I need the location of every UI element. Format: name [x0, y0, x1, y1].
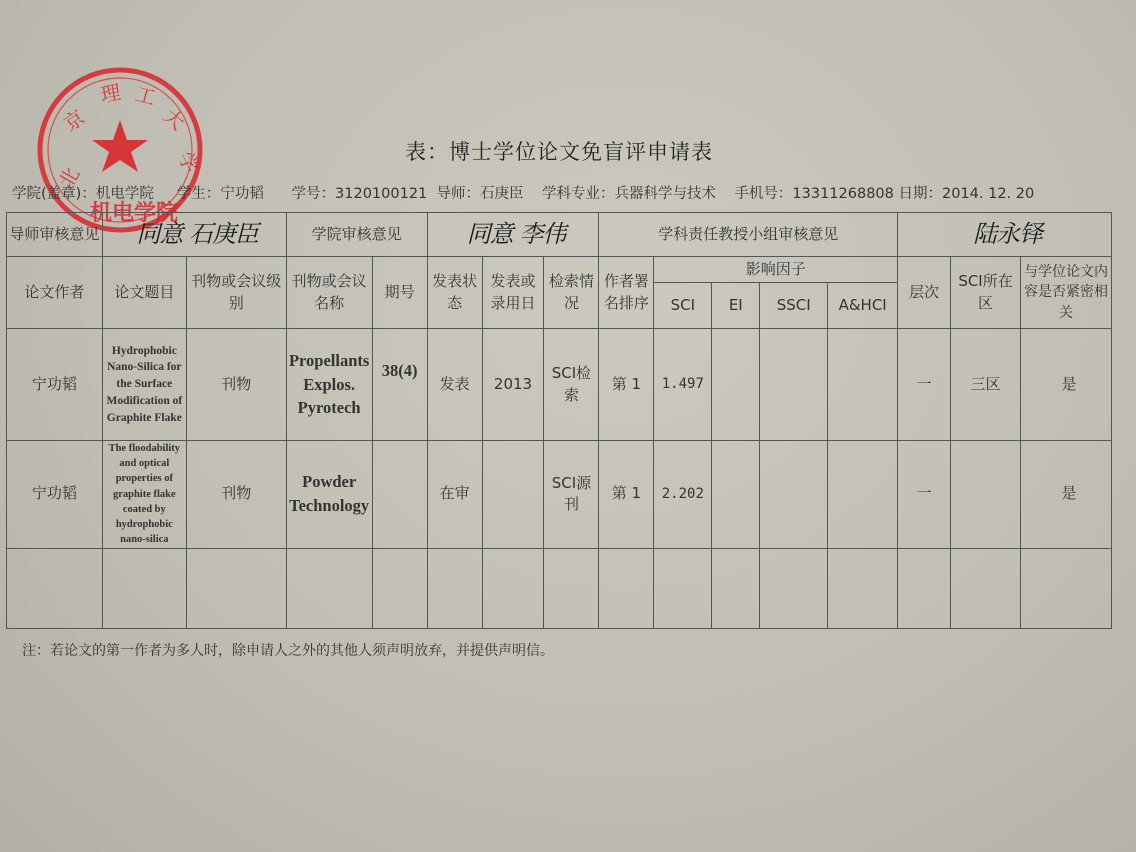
cell-status: 发表: [427, 329, 482, 441]
cell-zone: 三区: [951, 329, 1021, 441]
header-ssci: SSCI: [760, 283, 828, 329]
college-signature: 同意 李伟: [427, 213, 599, 257]
header-title: 论文题目: [102, 257, 186, 329]
cell-level: 刊物: [186, 441, 286, 549]
cell-related: 是: [1020, 441, 1111, 549]
cell-ssci: [760, 329, 828, 441]
applicant-info-line: [12, 182, 1034, 203]
cell-title: Hydrophobic Nano-Silica for the Surface Modification of Graphite Flake: [102, 329, 186, 441]
svg-text:北: 北: [53, 163, 85, 193]
college-review-label: 学院审核意见: [286, 213, 427, 257]
table-row-empty: [7, 548, 1112, 628]
cell-zone: [951, 441, 1021, 549]
header-status: 发表状态: [427, 257, 482, 329]
footnote: 注：若论文的第一作者为多人时，除申请人之外的其他人须声明放弃，并提供声明信。: [22, 643, 554, 659]
phone-field: 手机号：13311268808: [734, 186, 894, 202]
table-row: [7, 329, 1112, 441]
header-related: 与学位论文内容是否紧密相关: [1020, 257, 1111, 329]
date-field: 日期：2014. 12. 20: [898, 186, 1035, 202]
header-ei: EI: [712, 283, 760, 329]
cell-tier: 一: [898, 441, 951, 549]
major-field: 学科专业：兵器科学与技术: [541, 186, 716, 202]
header-tier: 层次: [898, 257, 951, 329]
cell-level: 刊物: [186, 329, 286, 441]
header-rank: 作者署名排序: [599, 257, 654, 329]
cell-rank: 第 1: [599, 441, 654, 549]
cell-sci: 2.202: [654, 441, 712, 549]
cell-ahci: [828, 441, 898, 549]
cell-date: [482, 441, 544, 549]
student-field: 学生：宁功韬: [176, 186, 264, 202]
application-table: [6, 212, 1112, 629]
cell-author: 宁功韬: [7, 441, 103, 549]
cell-ahci: [828, 329, 898, 441]
svg-text:京: 京: [59, 104, 90, 137]
header-journal: 刊物或会议名称: [286, 257, 372, 329]
table-row: [7, 441, 1112, 549]
header-impact: 影响因子: [654, 257, 898, 283]
committee-signature: 陆永铎: [898, 213, 1112, 257]
advisor-review-label: 导师审核意见: [7, 213, 103, 257]
advisor-field: 导师：石庚臣: [436, 186, 524, 202]
cell-related: 是: [1020, 329, 1111, 441]
cell-issue: 38(4): [372, 329, 427, 441]
cell-ei: [712, 441, 760, 549]
committee-review-label: 学科责任教授小组审核意见: [599, 213, 898, 257]
header-row-1: [7, 257, 1112, 283]
header-zone: SCI所在区: [951, 257, 1021, 329]
cell-date: 2013: [482, 329, 544, 441]
svg-text:大: 大: [158, 103, 190, 135]
form-title: 表：博士学位论文免盲评申请表: [405, 140, 713, 164]
cell-journal: Powder Technology: [286, 441, 372, 549]
cell-status: 在审: [427, 441, 482, 549]
cell-index: SCI检索: [544, 329, 599, 441]
header-index: 检索情况: [544, 257, 599, 329]
cell-index: SCI源刊: [544, 441, 599, 549]
cell-ssci: [760, 441, 828, 549]
cell-issue: [372, 441, 427, 549]
svg-text:学: 学: [173, 147, 204, 177]
cell-rank: 第 1: [599, 329, 654, 441]
review-row: [7, 213, 1112, 257]
svg-text:理: 理: [98, 79, 123, 107]
cell-journal: Propellants Explos. Pyrotech: [286, 329, 372, 441]
college-field: 学院(盖章)：机电学院: [12, 186, 154, 202]
header-level: 刊物或会议级别: [186, 257, 286, 329]
svg-text:机电学院: 机电学院: [90, 201, 179, 226]
cell-sci: 1.497: [654, 329, 712, 441]
header-author: 论文作者: [7, 257, 103, 329]
header-date: 发表或录用日: [482, 257, 544, 329]
cell-title: The floodability and optical properties of graphite flake coated by hydrophobic nano-silica: [102, 441, 186, 549]
cell-ei: [712, 329, 760, 441]
student-id-field: 学号：3120100121: [291, 186, 428, 202]
header-sci: SCI: [654, 283, 712, 329]
svg-text:工: 工: [132, 81, 159, 111]
header-ahci: A&HCI: [828, 283, 898, 329]
cell-tier: 一: [898, 329, 951, 441]
cell-author: 宁功韬: [7, 329, 103, 441]
header-issue: 期号: [372, 257, 427, 329]
advisor-signature: 同意 石庚臣: [102, 213, 286, 257]
